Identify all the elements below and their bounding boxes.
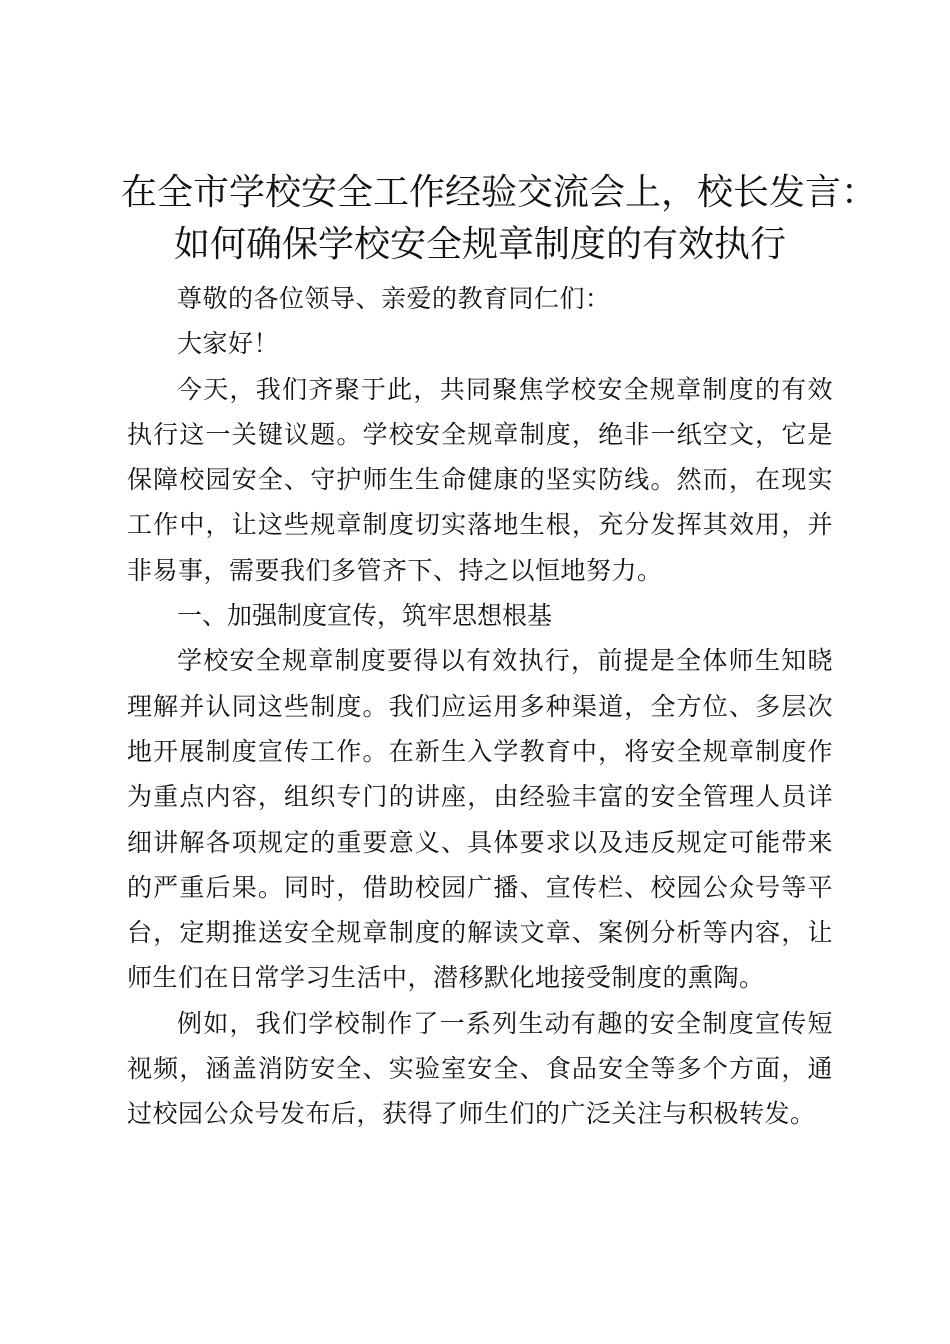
intro-paragraph: 今天，我们齐聚于此，共同聚焦学校安全规章制度的有效执行这一关键议题。学校安全规章制度，绝非一纸空文，它是保障校园安全、守护师生生命健康的坚实防线。然而，在现实工作中，让这些规章制度切实落地生根，充分发挥其效用，并非易事，需要我们多管齐下、持之以恒地努力。 [127,374,833,585]
example-paragraph: 例如，我们学校制作了一系列生动有趣的安全制度宣传短视频，涵盖消防安全、实验室安全、食品安全等多个方面，通过校园公众号发布后，获得了师生们的广泛关注与积极转发。 [127,1008,833,1129]
document-title-line2: 如何确保学校安全规章制度的有效执行 [173,224,786,265]
greeting-paragraph: 尊敬的各位领导、亲爱的教育同仁们： [177,284,611,313]
document-title-line1: 在全市学校安全工作经验交流会上，校长发言： [121,172,878,213]
document-page [121,168,878,1137]
section-heading: 一、加强制度宣传，筑牢思想根基 [177,601,553,631]
salutation-paragraph: 大家好！ [177,329,280,359]
body-paragraph: 学校安全规章制度要得以有效执行，前提是全体师生知晓理解并认同这些制度。我们应运用多种渠道，全方位、多层次地开展制度宣传工作。在新生入学教育中，将安全规章制度作为重点内容，组织专门的讲座，由经验丰富的安全管理人员详细讲解各项规定的重要意义、具体要求以及违反规定可能带来的严重后果。同时，借助校园广播、宣传栏、校园公众号等平台，定期推送安全规章制度的解读文章、案例分析等内容，让师生们在日常学习生活中，潜移默化地接受制度的熏陶。 [127,646,833,993]
